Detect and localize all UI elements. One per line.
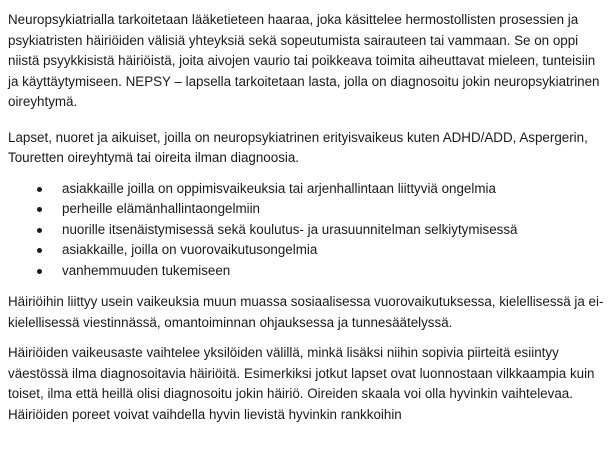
list-item [8, 240, 606, 261]
services-bullet-list [8, 179, 606, 282]
list-item-text: asiakkaille, joilla on vuorovaikutusongelmia [62, 242, 318, 258]
severity-paragraph: Häiriöiden vaikeusaste vaihtelee yksilöiden välillä, minkä lisäksi niihin sopivia piirteitä esiintyy väestössä ilma diagnosoitavia häiriöitä. Esimerkiksi jotkut lapset ovat luonnostaan vilkkaampia kuin toiset, ilma että heillä olisi diagnosoitu jokin häiriö. Oireiden skaala voi olla hyvinkin vaihtelevaa. Häiriöiden poreet voivat vaihdella hyvin lievistä hyvinkin rankkoihin [8, 345, 595, 422]
list-item-text: vanhemmuuden tukemiseen [62, 262, 231, 278]
bullet-icon [37, 228, 42, 233]
bullet-icon [37, 269, 42, 274]
bullet-icon [37, 187, 42, 192]
bullet-icon [37, 207, 42, 212]
list-item [8, 220, 606, 241]
difficulties-paragraph: Häiriöihin liittyy usein vaikeuksia muun muassa sosiaalisessa vuorovaikutuksessa, kielellisessä ja ei- kielellisessä viestinnässä, omantoiminnan ohjauksessa ja tunnesäätelyssä. [8, 294, 604, 330]
list-item [8, 199, 606, 220]
document-body [8, 10, 606, 425]
target-groups-paragraph: Lapset, nuoret ja aikuiset, joilla on neuropsykiatrinen erityisvaikeus kuten ADHD/ADD, Aspergerin, Touretten oireyhtymä tai oireita ilman diagnoosia. [8, 129, 588, 165]
list-item-text: nuorille itsenäistymisessä sekä koulutus- ja urasuunnitelman selkiytymisessä [62, 221, 518, 237]
list-item-text: perheille elämänhallintaongelmiin [62, 201, 261, 217]
bullet-icon [37, 248, 42, 253]
list-item-text: asiakkaille joilla on oppimisvaikeuksia tai arjenhallintaan liittyviä ongelmia [62, 180, 496, 196]
list-item [8, 261, 606, 282]
list-item [8, 179, 606, 200]
intro-paragraph: Neuropsykiatrialla tarkoitetaan lääketieteen haaraa, joka käsittelee hermostollisten prosessien ja psykiatristen häiriöiden välisiä yhteyksiä sekä sopeutumista sairauteen tai vammaan. Se on oppi niistä psyykkisistä häiriöistä, joita aivojen vaurio tai poikkeava toimita aiheuttavat mieleen, tunteisiin ja käyttäytymiseen. NEPSY – lapsella tarkoitetaan lasta, jolla on diagnosoitu jokin neuropsykiatrinen oireyhtymä. [8, 12, 600, 109]
